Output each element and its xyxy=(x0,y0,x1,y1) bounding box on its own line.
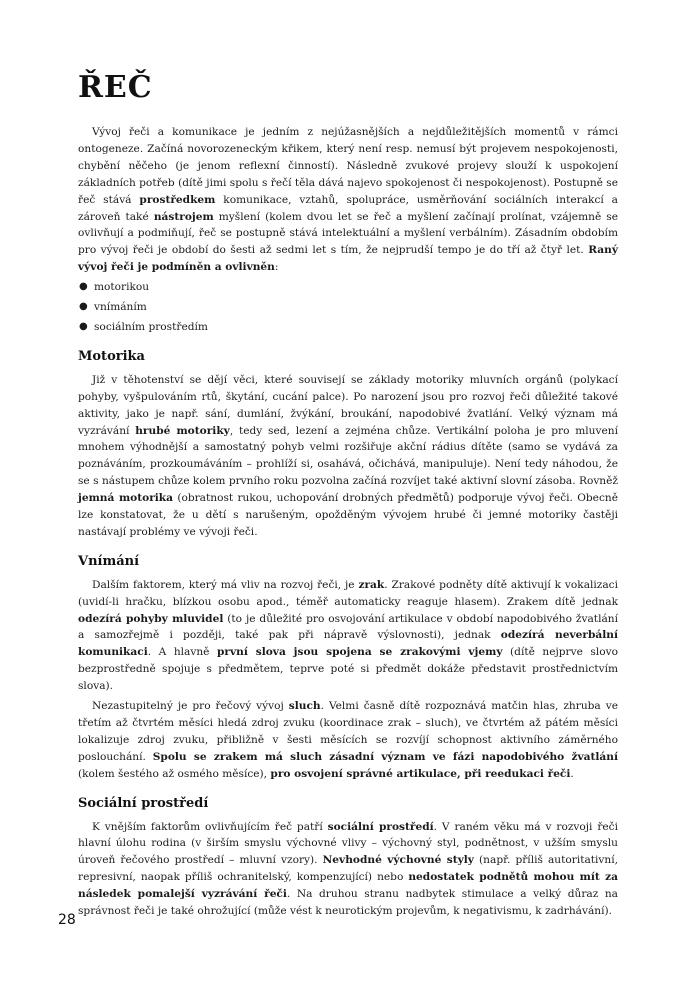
factor-list xyxy=(78,279,618,336)
bold-text: nástrojem xyxy=(153,210,214,223)
content xyxy=(78,124,618,923)
text-run: : xyxy=(274,261,279,274)
text-run: (kolem šestého až osmého měsíce), xyxy=(78,767,271,780)
section-heading-socialni-prostredi: Sociální prostředí xyxy=(78,795,209,811)
text-run: komunikace, vztahů, spolupráce, usměrňování sociálních interakcí a zároveň také xyxy=(78,193,619,223)
text-run: . Velmi časně dítě rozpoznává matčin hlas, zhruba ve třetím až čtvrtém měsíci hledá zdroj zvuku (koordinace zrak – sluch), ve čtvrtém až pátém měsíci lokalizuje zdroj zvuku, přibližně v šesti měsících se rozvíjí schopnost aktivního záměrného poslouchání. xyxy=(78,700,618,763)
text-run: . xyxy=(570,767,574,780)
section-paragraph xyxy=(78,819,618,920)
section-paragraph xyxy=(78,577,618,695)
page-title: ŘEČ xyxy=(78,70,153,105)
bold-text: jemná motorika xyxy=(78,492,174,505)
list-item-text: vnímáním xyxy=(94,301,147,314)
page-number: 28 xyxy=(58,912,76,928)
text-run: Nezastupitelný je pro řečový vývoj xyxy=(92,700,289,713)
list-item-text: motorikou xyxy=(94,281,150,294)
bold-text: první slova jsou spojena se zrakovými vjemy xyxy=(217,646,503,659)
text-run: . Na druhou stranu nadbytek stimulace a velký důraz na správnost řeči je také ohrožující (může vést k neurotickým projevům, k negativismu, k zadrhávání). xyxy=(78,888,619,918)
bold-text: pro osvojení správné artikulace, při reedukaci řeči xyxy=(270,767,571,780)
section-heading-vnimani: Vnímání xyxy=(78,553,140,569)
text-run: Dalším faktorem, který má vliv na rozvoj řeči, je xyxy=(92,578,359,591)
text-run: (např. příliš autoritativní, represivní, naopak příliš ochranitelský, kompenzující) nebo xyxy=(78,854,618,884)
bold-text: zrak xyxy=(358,578,385,591)
text-run: . Zrakové podněty dítě aktivují k vokalizaci (uvidí-li hračku, blízkou osobu apod., téměř automaticky reaguje hlasem). Zrakem dítě jednak xyxy=(78,578,618,608)
text-run: myšlení (kolem dvou let se řeč a myšlení začínají prolínat, vzájemně se ovlivňují a podmiňují, řeč se postupně stává intelektuální a myšlení verbálním). Zásadním obdobím pro vývoj řeči je období do šesti až sedmi let s tím, že nejprudší tempo je do tří až čtyř let. xyxy=(78,210,618,257)
section-heading-motorika: Motorika xyxy=(78,348,145,364)
bold-text: sociální prostředí xyxy=(327,820,434,833)
bullet-icon: ● xyxy=(79,320,88,332)
bullet-icon: ● xyxy=(79,281,88,293)
bold-text: Raný vývoj řeči je podmíněn a ovlivněn xyxy=(78,244,618,274)
bold-text: sluch xyxy=(288,700,321,713)
list-item xyxy=(78,319,618,336)
list-item-text: sociálním prostředím xyxy=(94,320,208,333)
text-run: (dítě nejprve slovo bezprostředně spojuje s předmětem, teprve poté si předmět dokáže představit prostřednictvím slova). xyxy=(78,646,618,693)
bold-text: Spolu se zrakem má sluch zásadní význam ve fázi napodobivého žvatlání xyxy=(152,750,619,763)
bold-text: nedostatek podnětů mohou mít za následek pomalejší vyzrávání řeči xyxy=(78,871,618,901)
list-item xyxy=(78,279,618,296)
section-paragraph xyxy=(78,698,618,783)
text-run: , tedy sed, lezení a zejména chůze. Vertikální poloha je pro mluvení mnohem výhodnější a samostatný pohyb velmi rozšiřuje akční rádius dítěte (samo se vydává za poznáváním, prozkoumáváním – prohlíží si, osahává, očichává, manipuluje). Není tedy náhodou, že se s nástupem chůze kolem prvního roku pozvolna začíná rozvíjet také aktivní slovní zásoba. Rovněž xyxy=(78,424,618,488)
text-run: . V raném věku má v rozvoji řeči hlavní úlohu rodina (v širším smyslu výchovné vlivy – výchovný styl, podnětnost, v užším smyslu úroveň řečového prostředí – mluvní vzory). xyxy=(78,820,618,867)
text-run: (obratnost rukou, uchopování drobných předmětů) podporuje vývoj řeči. Obecně lze konstatovat, že u dětí s narušeným, opožděným vývojem hrubé či jemné motoriky častěji nastávají problémy ve vývoji řeči. xyxy=(78,492,618,538)
section-paragraph xyxy=(78,372,618,541)
bold-text: odezírá pohyby mluvidel xyxy=(78,612,224,625)
bold-text: Nevhodné výchovné styly xyxy=(322,854,474,867)
bold-text: prostředkem xyxy=(139,193,216,206)
text-run: Již v těhotenství se dějí věci, které souvisejí se základy motoriky mluvních orgánů (polykací pohyby, vyšpulováním rtů, škytání, cucání palce). Po narození jsou pro rozvoj řeči důležité takové aktivity, jako je např. sání, dumlání, žvýkání, broukání, napodobivé žvatlání. Velký význam má vyzrávání xyxy=(78,373,618,437)
bold-text: hrubé motoriky xyxy=(135,424,230,437)
text-run: . A hlavně xyxy=(147,646,217,659)
bullet-icon: ● xyxy=(79,301,88,313)
bold-text: odezírá neverbální komunikaci xyxy=(78,629,618,659)
list-item xyxy=(78,299,618,316)
text-run: Vývoj řeči a komunikace je jedním z nejúžasnějších a nejdůležitějších momentů v rámci ontogeneze. Začíná novorozeneckým křikem, který není resp. nemusí být projevem nespokojenosti, chybění něčeho (je jenom reflexní činností). Následně zvukové projevy slouží k uspokojení základních potřeb (dítě jimi spolu s řečí těla dává najevo spokojenost či nespokojenost). Postupně se řeč stává xyxy=(78,126,618,206)
text-run: K vnějším faktorům ovlivňujícím řeč patří xyxy=(92,820,328,833)
text-run: (to je důležité pro osvojování artikulace v období napodobivého žvatlání a samozřejmě i později, také pak při nápravě výslovnosti), jednak xyxy=(78,612,618,642)
intro-paragraph xyxy=(78,124,618,276)
